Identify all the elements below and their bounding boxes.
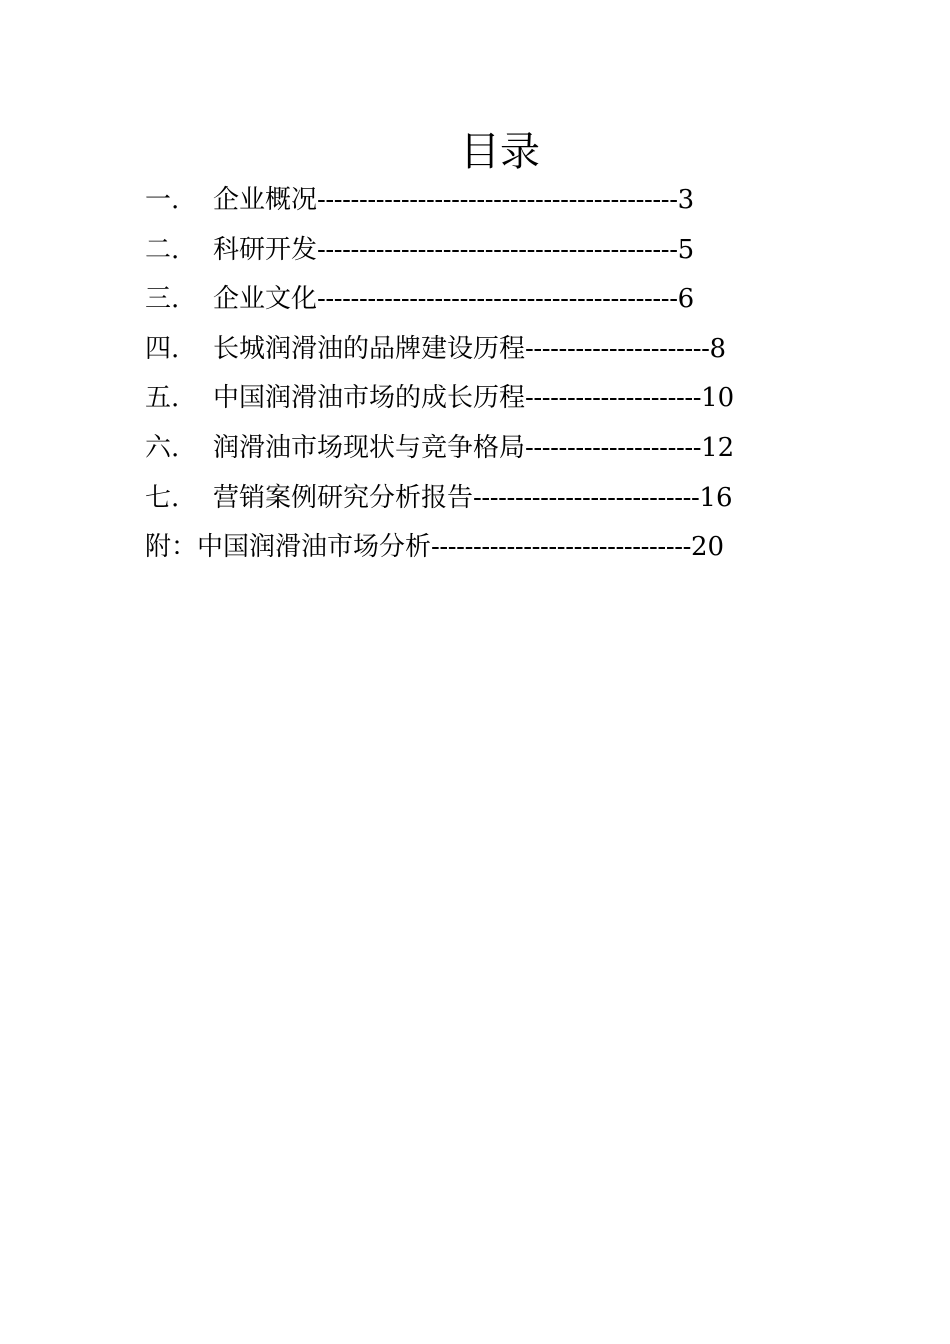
toc-entry-number: 五.	[145, 383, 180, 414]
toc-entry-title: 企业文化	[213, 284, 318, 315]
toc-entry-leader: -------------------------------------------	[317, 185, 678, 215]
toc-entry-number: 四.	[145, 333, 180, 364]
toc-entry-number: 七.	[145, 482, 180, 513]
toc-entry-page: 8	[709, 333, 727, 364]
toc-entry-title: 中国润滑油市场的成长历程	[213, 383, 526, 414]
toc-entry-number: 一.	[145, 185, 180, 215]
toc-entry	[145, 523, 734, 573]
toc-entry	[145, 325, 734, 375]
toc-entry-number: 二.	[145, 234, 180, 265]
toc-entry-leader: -------------------------------	[431, 532, 691, 563]
toc-entry-leader: ----------------------	[525, 333, 710, 364]
toc-list	[145, 176, 734, 573]
toc-entry	[145, 275, 734, 325]
toc-entry-title: 科研开发	[213, 234, 318, 265]
toc-entry-title: 长城润滑油的品牌建设历程	[213, 333, 526, 364]
toc-entry-title: 润滑油市场现状与竞争格局	[213, 432, 526, 463]
toc-entry-page: 10	[701, 383, 735, 414]
toc-entry-number: 六.	[145, 432, 180, 463]
toc-entry-title: 中国润滑油市场分析	[197, 532, 432, 563]
toc-entry-leader: ---------------------------	[473, 482, 700, 513]
toc-entry-leader: -------------------------------------------	[317, 284, 678, 315]
toc-entry-title: 企业概况	[213, 185, 318, 215]
toc-entry	[145, 424, 734, 474]
toc-entry-number: 三.	[145, 284, 180, 315]
toc-entry-leader: ---------------------	[525, 432, 702, 463]
toc-entry-page: 12	[701, 432, 735, 463]
toc-entry-number: 附：	[145, 532, 198, 563]
toc-entry-page: 16	[699, 482, 733, 513]
toc-entry	[145, 474, 734, 524]
toc-entry-page: 3	[677, 185, 695, 215]
toc-title: 目录	[460, 129, 540, 175]
toc-entry	[145, 374, 734, 424]
toc-entry	[145, 226, 734, 276]
toc-entry-leader: ---------------------	[525, 383, 702, 414]
toc-entry-leader: -------------------------------------------	[317, 234, 678, 265]
toc-entry-page: 5	[677, 234, 695, 265]
toc-entry-page: 6	[677, 284, 695, 315]
toc-entry	[145, 176, 734, 226]
toc-entry-title: 营销案例研究分析报告	[213, 482, 474, 513]
toc-entry-page: 20	[690, 532, 725, 563]
